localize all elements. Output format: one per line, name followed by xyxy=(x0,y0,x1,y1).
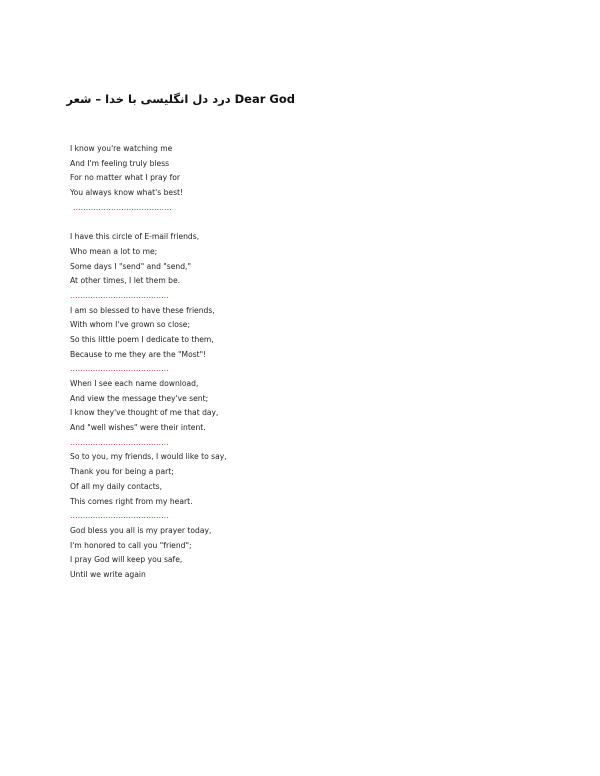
poem-line: This comes right from my heart. xyxy=(70,496,193,506)
poem-line: Until we write again xyxy=(70,569,146,579)
poem-line: I'm honored to call you "friend"; xyxy=(70,540,192,550)
poem-line: So this little poem I dedicate to them, xyxy=(70,334,214,344)
poem-line: Because to me they are the "Most"! xyxy=(70,349,207,359)
poem-line: You always know what's best! xyxy=(70,188,184,198)
poem-line: And "well wishes" were their intent. xyxy=(70,423,206,433)
poem-line: I am so blessed to have these friends, xyxy=(70,305,215,315)
stanza-separator: ………………………………… xyxy=(70,290,169,300)
stanza-separator: ………………………………… xyxy=(73,202,172,212)
poem-line: Some days I "send" and "send," xyxy=(70,261,191,271)
poem-line: I know you're watching me xyxy=(70,144,173,153)
poem-line: So to you, my friends, I would like to say, xyxy=(70,452,227,462)
poem-line: At other times, I let them be. xyxy=(70,276,181,286)
stanza-separator: ………………………………… xyxy=(70,511,169,521)
poem-line: And view the message they've sent; xyxy=(70,393,209,403)
poem-line: With whom I've grown so close; xyxy=(70,320,191,330)
poem-line: I have this circle of E-mail friends, xyxy=(70,232,200,242)
poem-line: I know they've thought of me that day, xyxy=(70,408,219,418)
page-title: Dear God درد دل انگلیسی با خدا – شعر xyxy=(66,92,295,106)
poem-line: Of all my daily contacts, xyxy=(70,481,163,491)
poem-line: Who mean a lot to me; xyxy=(70,246,158,256)
blank-line xyxy=(70,215,370,230)
stanza-separator: ………………………………… xyxy=(70,437,169,447)
poem-line: I pray God will keep you safe, xyxy=(70,555,183,565)
poem-line: For no matter what I pray for xyxy=(70,173,181,183)
poem-line: God bless you all is my prayer today, xyxy=(70,525,212,535)
stanza-separator: ………………………………… xyxy=(70,364,169,374)
poem-line: When I see each name download, xyxy=(70,379,199,388)
poem-body xyxy=(70,142,370,583)
poem-line: And I'm feeling truly bless xyxy=(70,158,170,168)
poem-line: Thank you for being a part; xyxy=(70,467,174,477)
